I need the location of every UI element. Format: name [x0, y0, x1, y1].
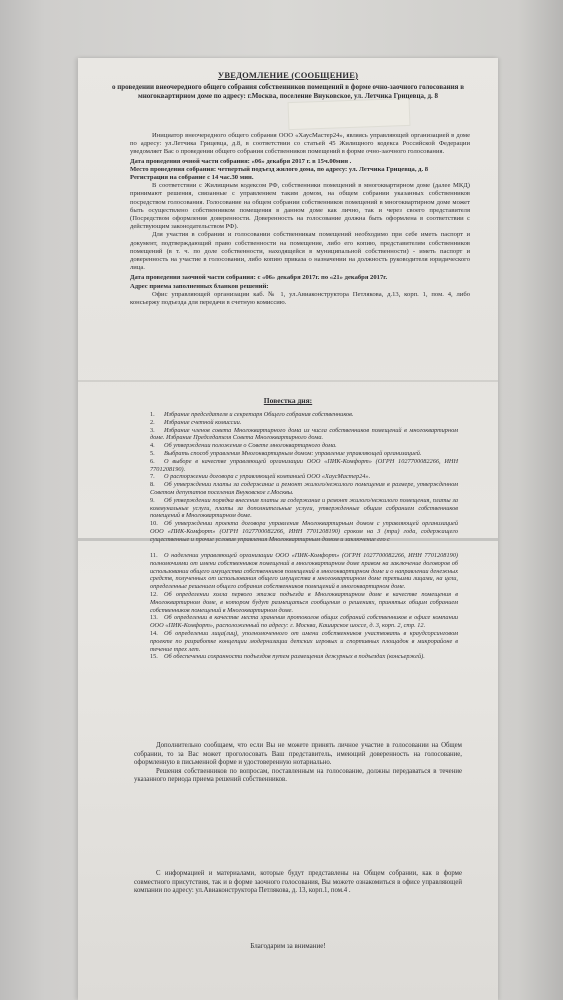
paper-fold	[78, 538, 498, 541]
notice-title: УВЕДОМЛЕНИЕ (СООБЩЕНИЕ)	[217, 70, 359, 80]
agenda-item: 5. Выбрать способ управления Многоквартирным домом: управление управляющей организацией.	[150, 449, 422, 457]
agenda-item: 8. Об утверждении платы за содержание и ремонт жилого/нежилого помещения в размере, утвержденном Советом депутатов поселения Внуковское г.Москвы.	[150, 481, 458, 496]
ballot-address-heading: Адрес приема заполненных бланков решений:	[130, 282, 269, 290]
ballot-address: Офис управляющей организации каб. № 1, ул.Авиаконструктора Петлякова, д.13, корп. 1, пом. 4, либо консьержу подъезда для передачи в счетную комиссию.	[130, 290, 470, 307]
agenda-item: 7. О расторжении договора с управляющей компанией ООО «ХаусМастер24».	[150, 473, 371, 481]
paper-crease	[78, 380, 498, 382]
agenda-list	[78, 411, 498, 544]
agenda-continued	[78, 552, 498, 661]
voting-rules-paragraph: В соответствии с Жилищным кодексом РФ, собственники помещений в многоквартирном доме (далее МКД) принимают решения, связанные с управлением таким домом, на общем собрании указанных собственников посредством голосования. Голосование на общем собрании собственников помещений в многоквартирном доме может быть осуществлено собственником помещения в данном доме как лично, так и через своего представителя (Посредством оформления доверенности. Доверенность на голосование должна быть оформлена в соответствии с действующим законодательством РФ).	[130, 182, 470, 231]
decisions-paragraph: Решения собственников по вопросам, поставленным на голосование, должны передаваться в течение указанного периода приема решений собственников.	[134, 767, 462, 784]
thanks-section	[78, 942, 498, 950]
agenda-item: 13. Об определении в качестве места хранения протоколов общих собраний собственников в офисе компании ООО «ПИК-Комфорт», расположенный по адресу: г. Москва, Каширское шоссе, д. 3, корп. 2, стр. 12.	[150, 614, 458, 630]
adhesive-tape	[288, 98, 411, 130]
in-person-date: Дата проведения очной части собрания: «06» декабря 2017 г. в 15ч.00мин .	[130, 157, 352, 165]
materials-section	[78, 870, 498, 896]
agenda-item: 14. Об определении лица(лиц), уполномоченного от имени собственников участвовать в краудсорсинговом проекте по разработке концепции модернизации детских игровых и спортивных площадок в микрорайоне в течение трех лет.	[150, 629, 458, 653]
agenda-item: 3. Избрание членов совета Многоквартирного дома из числа собственников помещений в многоквартирном доме. Избрание Председателя Совета Многоквартирного дома.	[150, 426, 458, 442]
agenda-item: 6. О выборе в качестве управляющей организации ООО «ПИК-Комфорт» (ОГРН 1027700082266, ИНН 7701208190).	[150, 457, 458, 473]
notice-sheet	[78, 58, 498, 1000]
closing-section	[78, 742, 498, 785]
remote-voting-dates: Дата проведения заочной части собрания: с «06» декабря 2017г. по «21» декабря 2017г.	[130, 274, 388, 282]
notice-header	[78, 70, 498, 101]
agenda-item: 1. Избрание председателя и секретаря Общего собрания собственников.	[150, 411, 354, 418]
agenda-title: Повестка дня:	[263, 396, 313, 405]
agenda-item: 4. Об утверждении положения о Совете многоквартирного дома.	[150, 442, 337, 450]
representative-paragraph: Дополнительно сообщаем, что если Вы не можете принять личное участие в голосовании на Общем собрании, то за Вас может проголосовать Ваш представитель, имеющий доверенность на голосование, оформленную в письменной форме и удостоверенную нотариально.	[134, 742, 462, 767]
materials-paragraph: С информацией и материалами, которые будут представлены на Общем собрании, как в форме совместного присутствия, так и в форме заочного голосования, Вы можете ознакомиться в офисе управляющей компании по адресу: ул.Авиаконструктора Петлякова, д. 13, корп.1, пом.4 .	[134, 870, 462, 895]
intro-paragraph: Инициатор внеочередного общего собрания ООО «ХаусМастер24», являясь управляющей организацией в доме по адресу: ул.Летчика Грицевца, д.8, в соответствии со статьей 45 Жилищного кодекса Российской Федерации уведомляет Вас о проведении общего собрания собственников помещений в форме очно-заочного голосования.	[130, 132, 470, 156]
thanks-text: Благодарим за внимание!	[250, 942, 326, 950]
agenda-item: 11. О наделении управляющей организации ООО «ПИК-Комфорт» (ОГРН 1027700082266, ИНН 7701208190) полномочиями от имени собственников помещений в многоквартирном доме правом на заключение договоров об использовании общего имущества собственников помещений в многоквартирном доме и о направлении денежных средств, полученных от использования общего имущества в многоквартирном доме третьими лицами, на цели, определенные решением общего собрания собственников помещений в многоквартирном доме.	[150, 552, 458, 591]
documents-paragraph: Для участия в собрании и голосовании собственникам помещений необходимо при себе иметь паспорт и документ, подтверждающий право собственности на помещение, либо его копию, представителям собственников помещений (в т. ч. по доле собственности, находящейся в муниципальной собственности) - иметь паспорт и доверенность на участие в голосовании, либо копию приказа о назначении на должность руководителя юридического лица.	[130, 231, 470, 272]
agenda-section	[78, 396, 498, 544]
agenda-item: 12. Об определении холла первого этажа подъезда в Многоквартирном доме в качестве помещения в Многоквартирном доме, в котором будут размещаться сообщения о решениях, принятых общим собранием собственников помещений в Многоквартирном доме.	[150, 590, 458, 614]
registration-time: Регистрация на собрание с 14 час.30 мин.	[130, 174, 254, 182]
agenda-item: 9. Об утверждении порядка внесения платы за содержание и ремонт жилого/нежилого помещения, платы за коммунальные услуги, платы за дополнительные услуги, утвержденные общим собранием собственников помещений в Многоквартирном доме.	[150, 496, 458, 520]
agenda-item: 2. Избрание счетной комиссии.	[150, 418, 242, 426]
agenda-item: 10. Об утверждении проекта договора управления Многоквартирным домом с управляющей организацией ООО «ПИК-Комфорт» (ОГРН 1027700082266, ИНН 7701208190) сроком на 3 (три) года, содержащего существенные и прочие условия управления Многоквартирным домом и заключение его с	[150, 520, 458, 543]
notice-subtitle: о проведении внеочередного общего собрания собственников помещений в форме очно-заочного голосования в многоквартирном доме по адресу: г.Москва, поселение Внуковское, ул. Летчика Грицевца, д. 8	[112, 83, 464, 100]
agenda-item: 15. Об обеспечении сохранности подъездов путем размещения дежурных в подъездах (консьержей).	[150, 653, 425, 661]
meeting-place: Место проведения собрания: четвертый подъезд жилого дома, по адресу: ул. Летчика Грицевца, д. 8	[130, 165, 429, 173]
intro-section	[78, 132, 498, 307]
